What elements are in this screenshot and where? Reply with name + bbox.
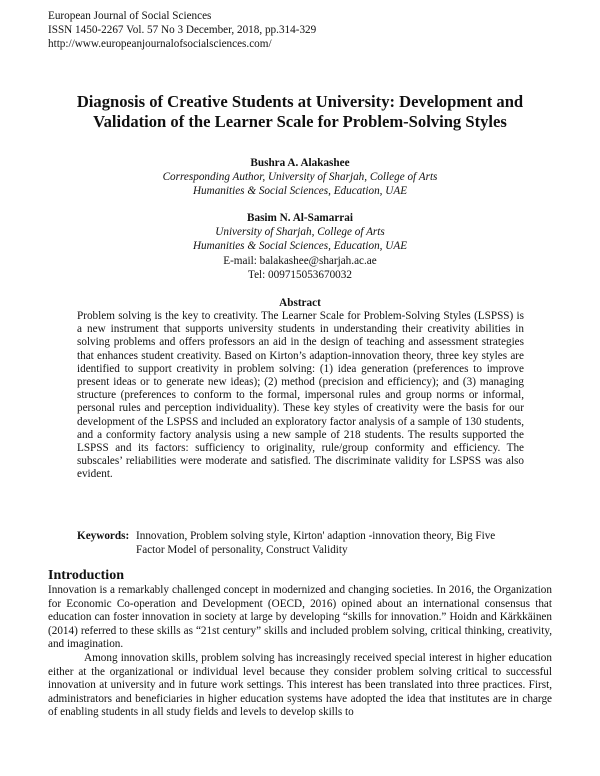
- keywords-text: Innovation, Problem solving style, Kirton' adaption -innovation theory, Big Five Factor Model of personality, Construct Validity: [136, 530, 496, 556]
- author-name: Bushra A. Alakashee: [250, 157, 350, 169]
- journal-url[interactable]: http://www.europeanjournalofsocialsciences.com/: [48, 37, 272, 50]
- title-line-2: Validation of the Learner Scale for Problem-Solving Styles: [93, 112, 507, 131]
- journal-name: European Journal of Social Sciences: [48, 10, 212, 22]
- introduction-heading: Introduction: [48, 568, 124, 583]
- author-affiliation: Humanities & Social Sciences, Education, UAE: [192, 240, 408, 253]
- issn-line: ISSN 1450-2267 Vol. 57 No 3 December, 2018, pp.314-329: [48, 23, 317, 36]
- keywords-label: Keywords:: [77, 530, 130, 542]
- author-block-1: [40, 156, 560, 199]
- author-block-2: [40, 211, 560, 282]
- paper-title: [40, 92, 560, 132]
- author-email[interactable]: E-mail: balakashee@sharjah.ac.ae: [223, 254, 377, 267]
- abstract-heading: Abstract: [279, 297, 321, 309]
- author-affiliation: Humanities & Social Sciences, Education, UAE: [192, 185, 408, 198]
- author-name: Basim N. Al-Samarrai: [247, 212, 353, 224]
- keywords-block: [77, 529, 524, 557]
- author-phone: Tel: 009715053670032: [248, 268, 352, 281]
- journal-header: [48, 10, 316, 51]
- author-affiliation: University of Sharjah, College of Arts: [215, 226, 385, 239]
- author-affiliation: Corresponding Author, University of Sharjah, College of Arts: [162, 171, 438, 184]
- title-line-1: Diagnosis of Creative Students at University: Development and: [76, 92, 524, 111]
- abstract-text: Problem solving is the key to creativity. The Learner Scale for Problem-Solving Styles (LSPSS) is a new instrument that supports university students in understanding their creativity abilities in solving problems and offers professors an aid in the design of teaching and assessment strategies that enhances student creativity. Based on Kirton’s adaption-innovation theory, three key styles are identified to support creativity in problem solving: (1) idea generation (preferences to improve present ideas or to generate new ideas); (2) method (precision and efficiency); and (3) managing structure (preferences to conform to the formal, impersonal rules and group norms or informal, personal rules and perception individuality). These key styles of creativity were the basis for our development of the LSPSS and included an exploratory factor analysis of a sample of 130 students, and a conformity factory analysis using a new sample of 218 students. The results supported the LSPSS and its factors: sufficiency to originality, rule/group conformity and efficiency. The subscales’ reliabilities were moderate and satisfied. The discriminate validity for LSPSS was also evident.: [77, 310, 524, 481]
- introduction-paragraph-2: Among innovation skills, problem solving has increasingly received special interest in higher education either at the organizational or individual level because they consider problem solving critical to successful innovation at university and in future work settings. This interest has been translated into three practices. First, administrators and beneficiaries in higher education systems have adopted the idea that institutes are in charge of enabling students in all study fields and levels to develop skills to: [48, 651, 552, 719]
- introduction-body: [48, 584, 552, 720]
- introduction-paragraph-1: Innovation is a remarkably challenged concept in modernized and changing societies. In 2016, the Organization for Economic Co-operation and Development (OECD, 2016) opined about an international consensus that education can foster innovation in society at large by developing “skills for innovation.” Hoidn and Kärkkäinen (2014) referred to these skills as “21st century” skills and included problem solving, critical thinking, creativity, and imagination.: [48, 584, 552, 651]
